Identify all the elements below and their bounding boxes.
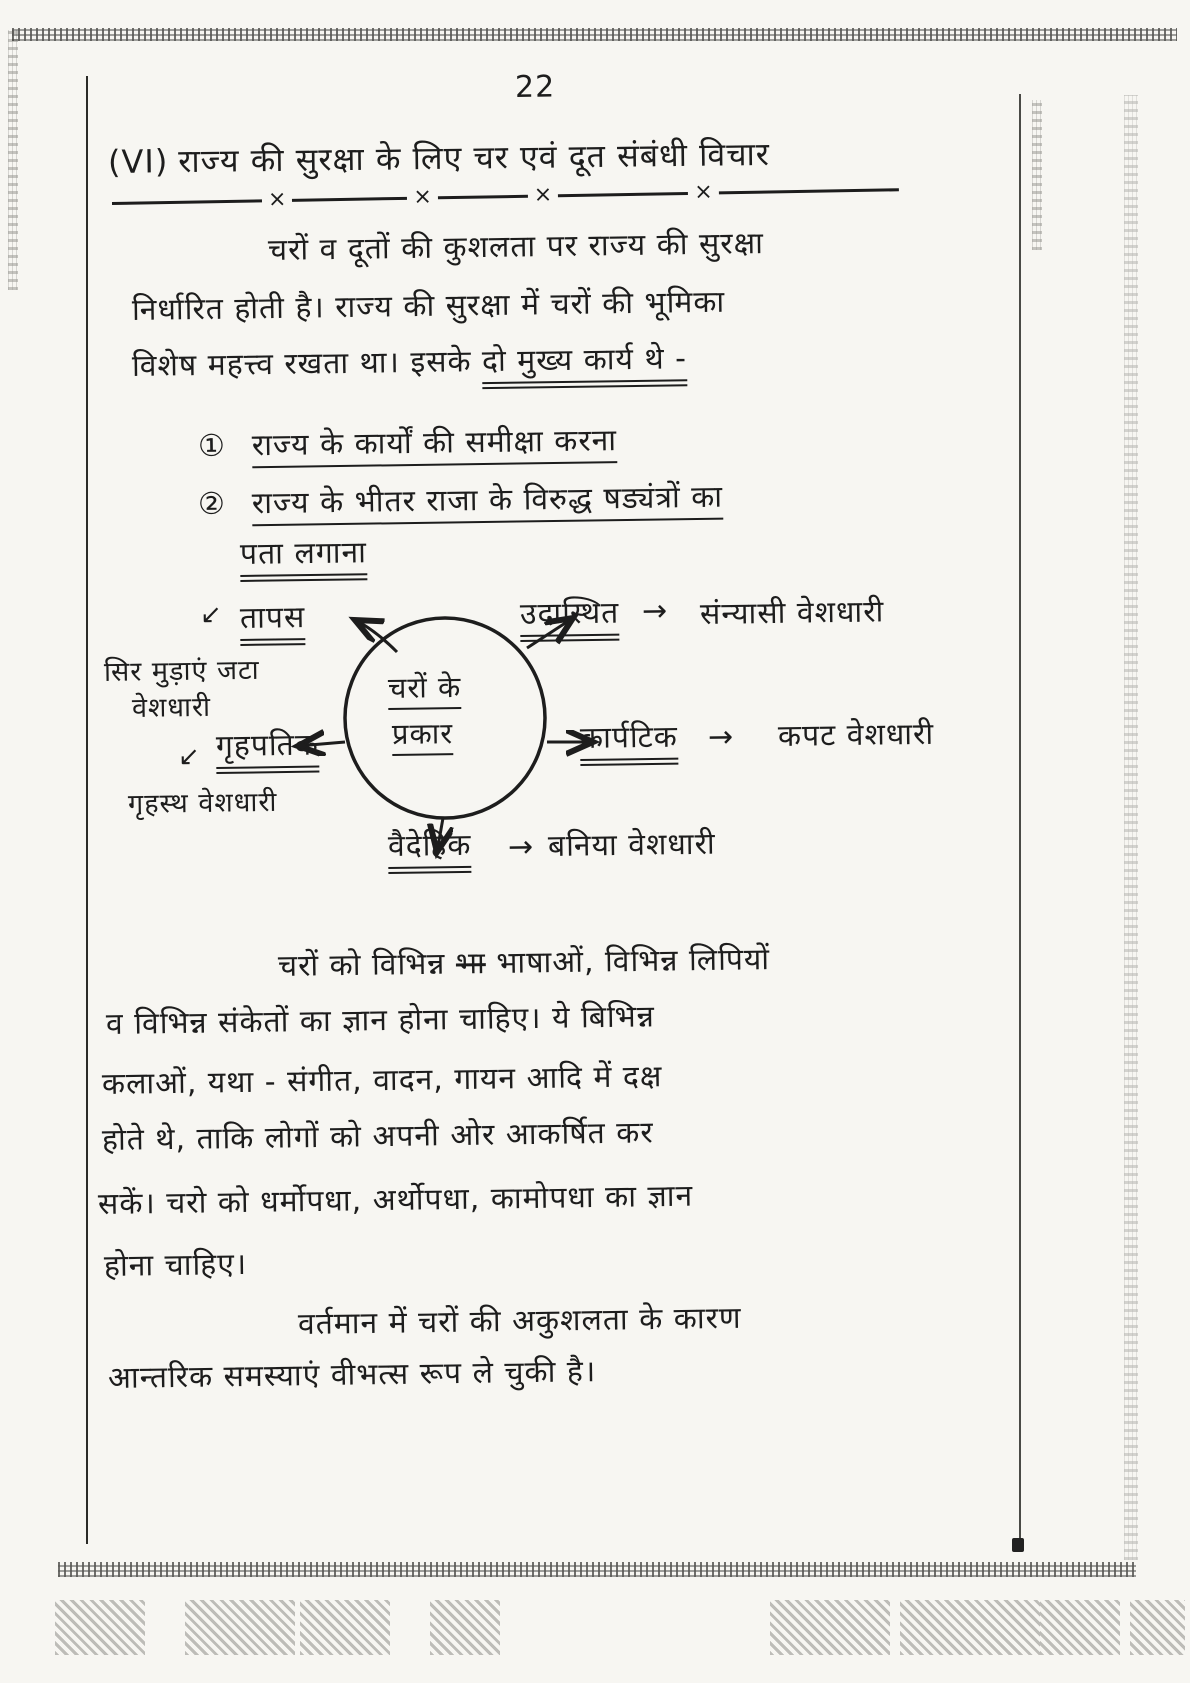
scan-artifact-patch bbox=[770, 1600, 890, 1655]
label-text: वैदेहिक bbox=[388, 828, 472, 874]
arrow-icon: → bbox=[641, 593, 669, 629]
diagram-desc-udaasthit: संन्यासी वेशधारी bbox=[699, 594, 885, 632]
diagram-label-udaasthit bbox=[520, 591, 620, 633]
scan-artifact-patch bbox=[185, 1600, 295, 1655]
text-run: विशेष महत्त्व रखता था। इसके bbox=[131, 344, 483, 384]
diagram-label-tapas bbox=[240, 595, 306, 637]
x-mark: × bbox=[413, 184, 433, 210]
diagram-center-line1: चरों के bbox=[388, 670, 462, 710]
section-heading-index: (VI) bbox=[107, 142, 169, 181]
arrow-icon: → bbox=[707, 719, 735, 755]
diagram-label-kaarpatik bbox=[580, 715, 678, 757]
underline-segment bbox=[112, 199, 262, 205]
diagram-center-line2: प्रकार bbox=[392, 716, 454, 756]
underline-segment bbox=[292, 196, 407, 201]
section-heading-text: राज्य की सुरक्षा के लिए चर एवं दूत संबंधी विचार bbox=[178, 134, 771, 181]
scan-artifact-right-column bbox=[1124, 95, 1138, 1560]
bullet-marker: ① bbox=[197, 428, 227, 464]
scan-artifact-bottom-band bbox=[58, 1562, 1136, 1577]
pointer-icon: ↙ bbox=[177, 741, 202, 772]
bullet-text: राज्य के भीतर राजा के विरुद्ध षड्यंत्रों का bbox=[252, 480, 724, 527]
scan-artifact-patch bbox=[430, 1600, 500, 1655]
text-line: सकें। चरो को धर्मोपधा, अर्थोपधा, कामोपधा का ज्ञान bbox=[97, 1178, 694, 1222]
margin-rule-line bbox=[86, 76, 88, 1544]
scan-artifact-patch bbox=[900, 1600, 1040, 1655]
underline-segment bbox=[438, 194, 528, 199]
diagram-desc-vaidehik: बनिया वेशधारी bbox=[547, 826, 716, 864]
underline-segment bbox=[719, 188, 899, 194]
underline-segment bbox=[558, 191, 688, 196]
section-heading bbox=[108, 132, 770, 183]
label-text: कार्पटिक bbox=[580, 720, 678, 766]
diagram-note-tapas: सिर मुड़ाएं जटा bbox=[103, 654, 260, 688]
scan-artifact-top-band bbox=[12, 28, 1177, 41]
text-line: कलाओं, यथा - संगीत, वादन, गायन आदि में दक्ष bbox=[101, 1059, 663, 1102]
scan-artifact-patch bbox=[1130, 1600, 1185, 1655]
text-line bbox=[278, 937, 771, 985]
x-mark: × bbox=[533, 182, 553, 208]
label-text: गृहपतिक bbox=[216, 728, 319, 774]
diagram-desc-kaarpatik: कपट वेशधारी bbox=[777, 716, 935, 754]
text-line: चरों व दूतों की कुशलता पर राज्य की सुरक्षा bbox=[267, 226, 765, 268]
bullet-text: राज्य के कार्यों की समीक्षा करना bbox=[252, 423, 618, 468]
text-run: चरों को विभिन्न bbox=[277, 946, 457, 984]
bullet-item bbox=[198, 475, 724, 523]
label-text: तापस bbox=[240, 600, 306, 646]
scan-artifact-patch bbox=[1040, 1600, 1120, 1655]
scan-artifact-patch bbox=[55, 1600, 145, 1655]
x-mark: × bbox=[693, 179, 713, 205]
scan-artifact-fold-speckle bbox=[1032, 100, 1042, 250]
diagram-note-tapas: वेशधारी bbox=[131, 691, 212, 724]
diagram-note-grihapatik: गृहस्थ वेशधारी bbox=[127, 786, 278, 820]
scan-artifact-left-edge bbox=[8, 30, 18, 290]
text-line bbox=[132, 336, 688, 385]
underlined-phrase: पता लगाना bbox=[240, 535, 367, 582]
text-line: आन्तरिक समस्याएं वीभत्स रूप ले चुकी है। bbox=[107, 1354, 597, 1396]
diagram-center-label bbox=[388, 667, 462, 707]
bullet-marker: ② bbox=[197, 486, 227, 522]
scan-artifact-patch bbox=[300, 1600, 390, 1655]
diagram-center-label bbox=[392, 713, 454, 753]
scan-artifact-fold-blob bbox=[1012, 1538, 1024, 1552]
label-text: उदास्थित bbox=[520, 596, 620, 642]
struck-word: भा bbox=[455, 946, 487, 982]
heading-underline bbox=[112, 179, 952, 213]
x-mark: × bbox=[267, 186, 287, 213]
text-run: भाषाओं, विभिन्न लिपियों bbox=[485, 942, 771, 982]
text-line: वर्तमान में चरों की अकुशलता के कारण bbox=[297, 1300, 742, 1342]
arrow-icon: → bbox=[507, 829, 535, 865]
text-line: व विभिन्न संकेतों का ज्ञान होना चाहिए। ये बिभिन्न bbox=[105, 999, 656, 1042]
page-fold-line bbox=[1019, 94, 1021, 1546]
text-line: निर्धारित होती है। राज्य की सुरक्षा में चरों की भूमिका bbox=[131, 284, 726, 328]
text-line: होते थे, ताकि लोगों को अपनी ओर आकर्षित कर bbox=[101, 1115, 654, 1158]
pointer-icon: ↙ bbox=[199, 599, 224, 630]
text-line: होना चाहिए। bbox=[103, 1247, 248, 1284]
diagram-label-grihapatik bbox=[216, 723, 319, 765]
underlined-phrase: दो मुख्य कार्य थे - bbox=[482, 341, 688, 389]
bullet-item bbox=[198, 418, 618, 465]
page-number: 22 bbox=[514, 69, 556, 105]
diagram-label-vaidehik bbox=[388, 823, 472, 865]
